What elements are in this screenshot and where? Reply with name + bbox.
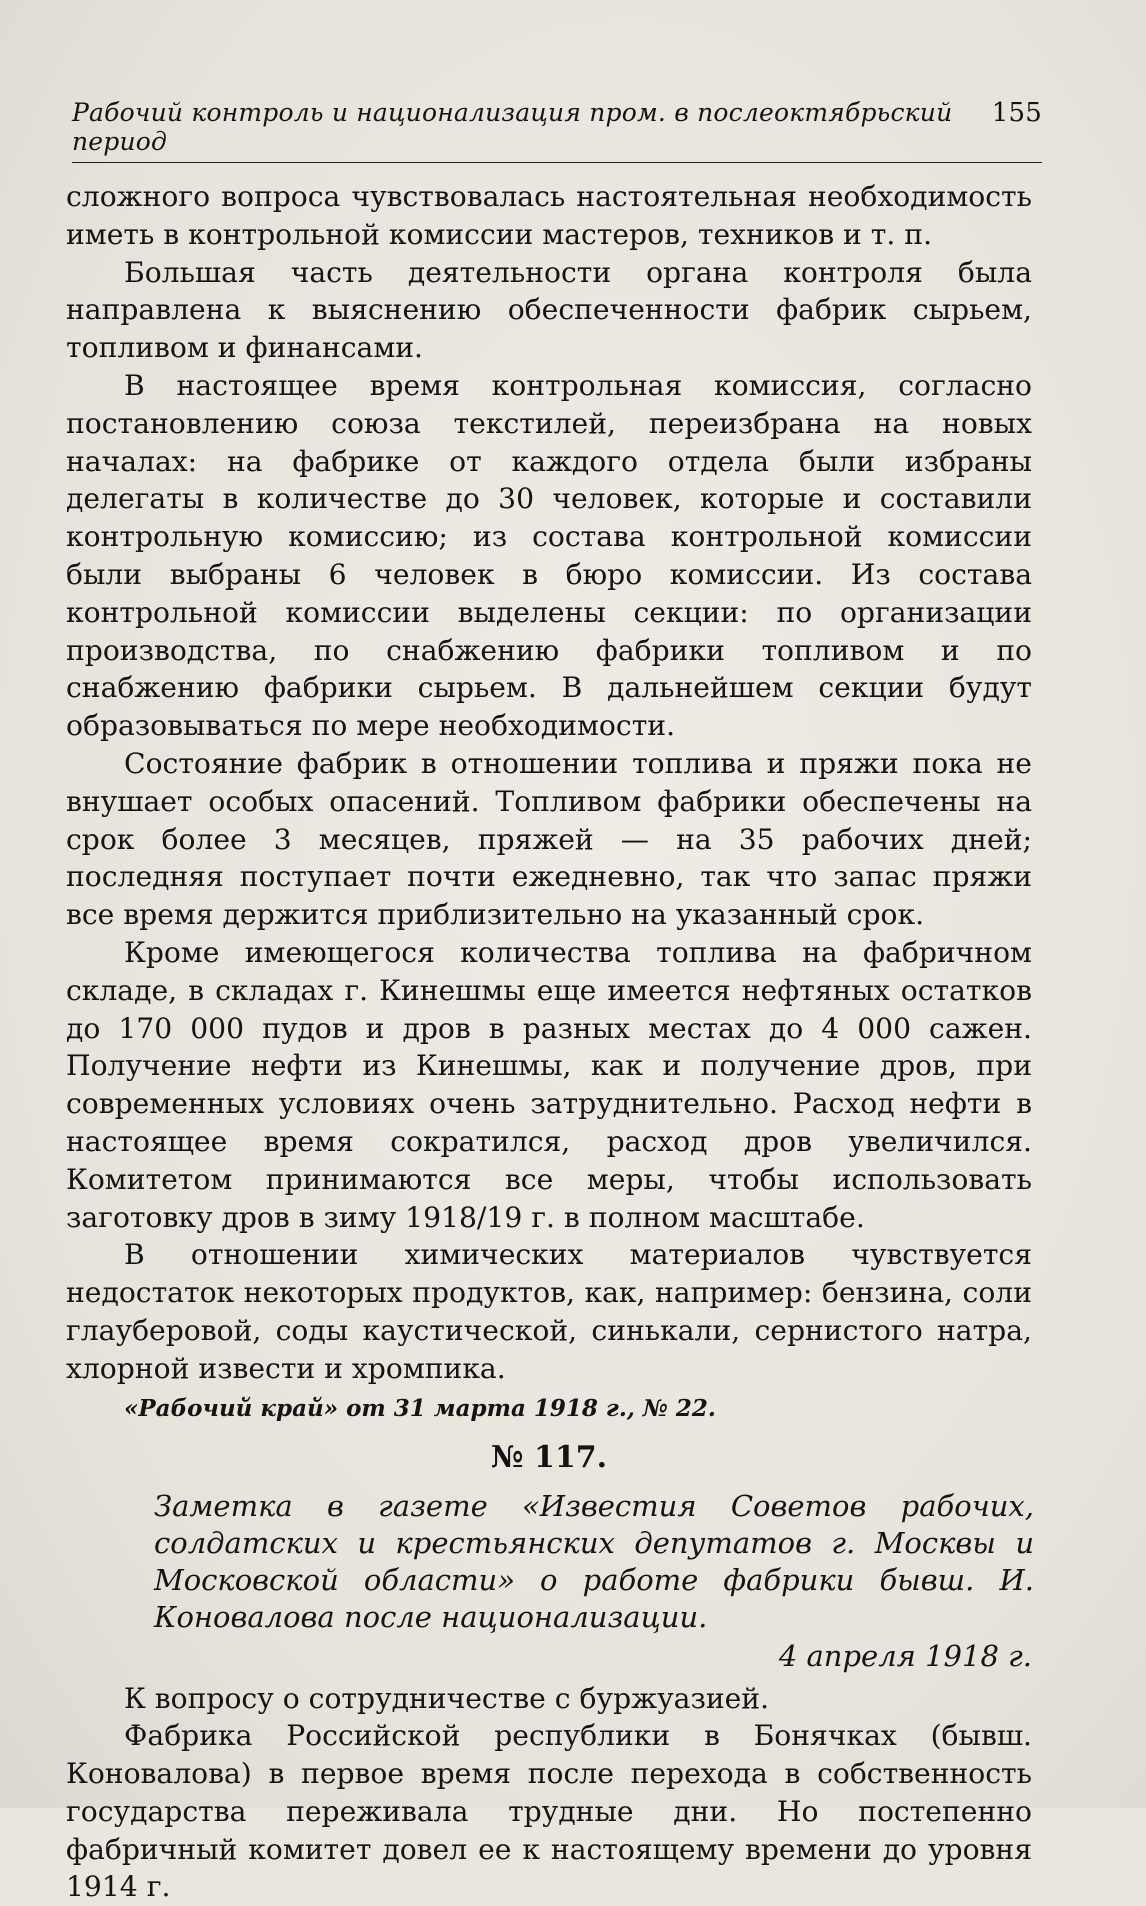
paragraph: В настоящее время контрольная комиссия, согласно постановлению союза текстилей, переизбрана на новых началах: на фабрике от каждого отдела были избраны делегаты в количестве до 30 человек, которые и составили контрольную комиссию; из состава контрольной комиссии были выбраны 6 человек в бюро комиссии. Из состава контрольной комиссии выделены секции: по организации производства, по снабжению фабрики топливом и по снабжению фабрики сырьем. В дальнейшем секции будут образовываться по мере необходимости. xyxy=(66,368,1032,743)
document-text: Фабрика Российской республики в Бонячках (бывш. Коновалова) в первое время после перехода в собственность государства переживала трудные дни. Но постепенно фабричный комитет довел ее к настоящему времени до уровня 1914 г. xyxy=(66,1719,1032,1904)
paragraph: Большая часть деятельности органа контроля была направлена к выяснению обеспеченности фабрик сырьем, топливом и финансами. xyxy=(66,255,1032,365)
document-date: 4 апреля 1918 г. xyxy=(778,1638,1032,1673)
running-header xyxy=(72,98,1042,163)
document-subheading: К вопросу о сотрудничестве с буржуазией. xyxy=(124,1681,770,1715)
paragraph: Состояние фабрик в отношении топлива и пряжи пока не внушает особых опасений. Топливом фабрики обеспечены на срок более 3 месяцев, пряжей — на 35 рабочих дней; последняя поступает почти ежедневно, так что запас пряжи все время держится приблизительно на указанный срок. xyxy=(66,746,1032,932)
page-number: 155 xyxy=(991,98,1042,128)
paragraph: сложного вопроса чувствовалась настоятельная необходимость иметь в контрольной комиссии мастеров, техников и т. п. xyxy=(66,180,1032,251)
paragraph: В отношении химических материалов чувствуется недостаток некоторых продуктов, как, например: бензина, соли глауберовой, соды каустической, синькали, сернистого натра, хлорной извести и хромпика. xyxy=(66,1238,1032,1385)
page-body xyxy=(66,178,1032,1906)
document-number: № 117. xyxy=(490,1439,608,1475)
document-title: Заметка в газете «Известия Советов рабочих, солдатских и крестьянских депутатов г. Москвы и Московской области» о работе фабрики бывш. И. Коновалова после национализации. xyxy=(154,1488,1034,1634)
running-title: Рабочий контроль и национализация пром. в послеоктябрьский период xyxy=(72,98,953,156)
source-citation: «Рабочий край» от 31 марта 1918 г., № 22. xyxy=(124,1394,716,1422)
paragraph: Кроме имеющегося количества топлива на фабричном складе, в складах г. Кинешмы еще имеется нефтяных остатков до 170 000 пудов и дров в разных местах до 4 000 сажен. Получение нефти из Кинешмы, как и получение дров, при современных условиях очень затруднительно. Расход нефти в настоящее время сократился, расход дров увеличился. Комитетом принимаются все меры, чтобы использовать заготовку дров в зиму 1918/19 г. в полном масштабе. xyxy=(66,935,1032,1234)
